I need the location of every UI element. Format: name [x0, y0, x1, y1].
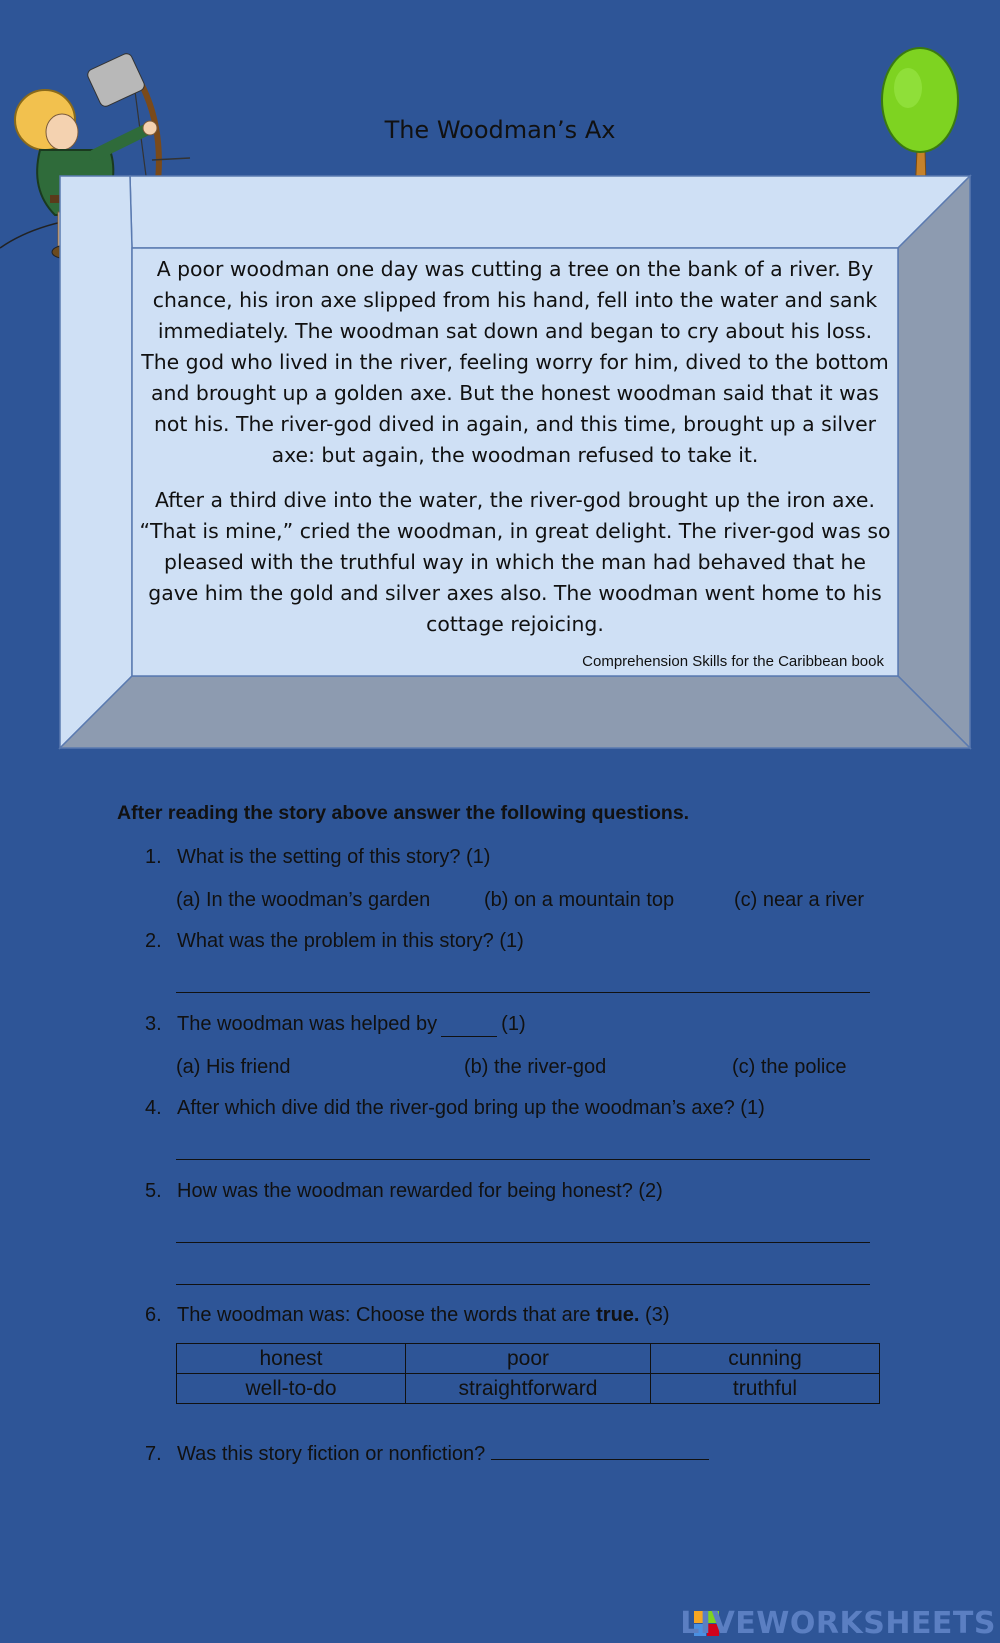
question-4	[145, 1097, 905, 1120]
option-c[interactable]: (c) the police	[732, 1056, 847, 1078]
option-c[interactable]: (c) near a river	[734, 889, 865, 911]
brand-wordmark: LIVEWORKSHEETS	[680, 1606, 996, 1641]
table-row	[177, 1374, 880, 1404]
question-number: 1.	[145, 846, 162, 868]
question-number: 7.	[145, 1443, 162, 1465]
word-cell[interactable]: straightforward	[406, 1374, 651, 1404]
page-title: The Woodman’s Ax	[384, 116, 616, 144]
question-marks: (1)	[501, 1013, 526, 1035]
question-text: How was the woodman rewarded for being honest? (2)	[177, 1180, 663, 1202]
option-a[interactable]: (a) His friend	[176, 1056, 291, 1078]
option-b[interactable]: (b) the river-god	[464, 1056, 607, 1078]
story-paragraph-1: A poor woodman one day was cutting a tree on the bank of a river. By chance, his iron axe slipped from his hand, fell into the water and sank immediately. The woodman sat down and began to cry about his loss. The god who lived in the river, feeling worry for him, dived to the bottom and brought up a golden axe. But the honest woodman said that it was not his. The river-god dived in again, and this time, brought up a silver axe: but again, the woodman refused to take it.	[141, 257, 889, 467]
question-7	[145, 1443, 905, 1466]
answer-line-q2[interactable]	[176, 992, 870, 993]
question-text: Was this story fiction or nonfiction?	[177, 1443, 486, 1465]
question-5	[145, 1180, 905, 1203]
story-panel	[132, 248, 898, 676]
word-cell[interactable]: truthful	[651, 1374, 880, 1404]
question-number: 4.	[145, 1097, 162, 1119]
answer-line-q5b[interactable]	[176, 1284, 870, 1285]
word-cell[interactable]: poor	[406, 1344, 651, 1374]
table-row	[177, 1344, 880, 1374]
question-marks: (3)	[645, 1304, 670, 1326]
word-choice-table	[176, 1343, 880, 1404]
question-text: The woodman was helped by	[177, 1013, 438, 1035]
option-b[interactable]: (b) on a mountain top	[484, 889, 675, 911]
question-text: After which dive did the river-god bring up the woodman’s axe? (1)	[177, 1097, 765, 1119]
question-6	[145, 1304, 905, 1327]
question-text: What was the problem in this story? (1)	[177, 930, 524, 952]
question-number: 6.	[145, 1304, 162, 1326]
story-paragraph-2: After a third dive into the water, the river-god brought up the iron axe. “That is mine,” cried the woodman, in great delight. The river-god was so pleased with the truthful way in which the man had behaved that he gave him the gold and silver axes also. The woodman went home to his cottage rejoicing.	[139, 488, 891, 636]
word-cell[interactable]: honest	[177, 1344, 406, 1374]
question-number: 5.	[145, 1180, 162, 1202]
question-3	[145, 1013, 905, 1037]
answer-line-q4[interactable]	[176, 1159, 870, 1160]
word-cell[interactable]: well-to-do	[177, 1374, 406, 1404]
option-a[interactable]: (a) In the woodman’s garden	[176, 889, 431, 911]
question-2	[145, 930, 905, 953]
answer-line-q5a[interactable]	[176, 1242, 870, 1243]
question-number: 3.	[145, 1013, 162, 1035]
question-text: What is the setting of this story? (1)	[177, 846, 491, 868]
story-credit: Comprehension Skills for the Caribbean book	[582, 653, 884, 670]
word-cell[interactable]: cunning	[651, 1344, 880, 1374]
question-emphasis: true.	[596, 1304, 640, 1326]
question-text: The woodman was: Choose the words that are	[177, 1304, 591, 1326]
question-number: 2.	[145, 930, 162, 952]
fill-blank[interactable]	[441, 1013, 497, 1037]
instructions: After reading the story above answer the following questions.	[117, 802, 690, 824]
question-1	[145, 846, 905, 869]
answer-line-q7[interactable]	[491, 1459, 709, 1460]
